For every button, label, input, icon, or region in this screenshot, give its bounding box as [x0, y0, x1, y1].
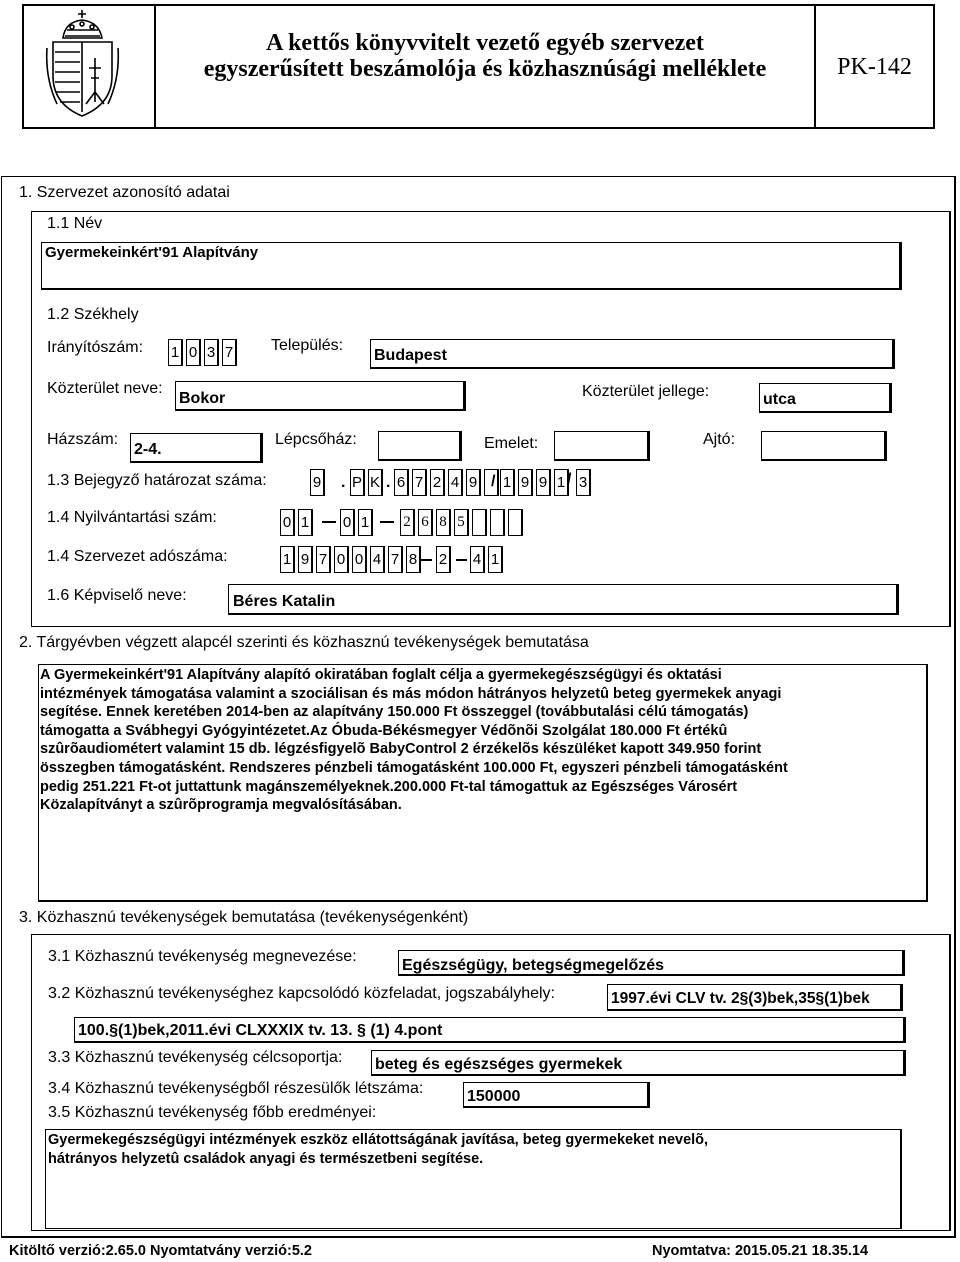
- street-type-value: utca: [763, 391, 796, 408]
- registry-digit[interactable]: 0: [280, 509, 295, 536]
- tax-digit[interactable]: 9: [298, 546, 313, 573]
- tax-digit[interactable]: 4: [470, 546, 485, 573]
- tax-digit[interactable]: 0: [334, 546, 349, 573]
- street-label: Közterület neve:: [47, 380, 163, 397]
- floor-label: Emelet:: [484, 435, 539, 452]
- decision-digit[interactable]: 9: [536, 469, 551, 496]
- coat-of-arms-icon: [45, 8, 120, 120]
- decision-digit[interactable]: 3: [576, 469, 591, 496]
- registry-cells-b[interactable]: [340, 509, 376, 536]
- stair-label: Lépcsőház:: [275, 431, 357, 448]
- task-label: 3.2 Közhasznú tevékenységhez kapcsolódó közfeladat, jogszabályhely:: [48, 985, 555, 1002]
- door-label: Ajtó:: [703, 431, 736, 448]
- decision-digit[interactable]: 4: [448, 469, 463, 496]
- tax-dash: [421, 559, 432, 561]
- door-field[interactable]: [761, 431, 887, 461]
- section2-line: intézmények támogatása valamint a szociálisan és más módon hátrányos helyzetû beteg gyermekek anyagi: [40, 685, 782, 702]
- activity-label: 3.1 Közhasznú tevékenység megnevezése:: [48, 948, 357, 965]
- tax-digit[interactable]: 0: [352, 546, 367, 573]
- postcode-digit[interactable]: 3: [204, 339, 219, 366]
- target-label: 3.3 Közhasznú tevékenység célcsoportja:: [48, 1049, 343, 1066]
- registry-digit[interactable]: 2: [400, 509, 415, 536]
- section1-title: 1. Szervezet azonosító adatai: [19, 184, 230, 201]
- task-value-2: 100.§(1)bek,2011.évi CLXXXIX tv. 13. § (1) 4.pont: [78, 1022, 443, 1039]
- decision-cells-c[interactable]: [394, 469, 502, 496]
- house-value: 2-4.: [134, 441, 162, 458]
- stair-field[interactable]: [378, 431, 462, 461]
- registry-digit[interactable]: 8: [436, 509, 451, 536]
- floor-field[interactable]: [554, 431, 650, 461]
- decision-digit[interactable]: 1: [500, 469, 515, 496]
- street-value: Bokor: [179, 390, 226, 407]
- section2-line: segítése. Ennek keretében 2014-ben az alapítvány 150.000 Ft összeggel (továbbutalási célú támogatás): [40, 704, 749, 721]
- city-field[interactable]: [370, 339, 895, 369]
- decision-digit[interactable]: 6: [394, 469, 409, 496]
- postcode-label: Irányítószám:: [47, 339, 144, 356]
- postcode-digit[interactable]: 1: [168, 339, 183, 366]
- decision-dot: .: [341, 474, 346, 491]
- section2-line: Közalapítványt a szûrõprogramja megvalósításában.: [40, 797, 402, 814]
- decision-slash: /: [567, 471, 572, 488]
- postcode-cells[interactable]: [168, 339, 240, 366]
- registry-dash: [322, 521, 336, 523]
- tax-label: 1.4 Szervezet adószáma:: [47, 548, 228, 565]
- section2-line: összegben támogatásként. Rendszeres pénzbeli támogatásként 100.000 Ft, egyszeri pénzbeli támogatásként: [40, 760, 788, 776]
- section2-title: 2. Tárgyévben végzett alapcél szerinti és közhasznú tevékenységek bemutatása: [19, 634, 589, 651]
- registry-digit[interactable]: 1: [358, 509, 373, 536]
- decision-digit[interactable]: P: [350, 469, 365, 496]
- registry-digit[interactable]: 1: [298, 509, 313, 536]
- form-title-line2: egyszerűsített beszámolója és közhasznúsági melléklete: [203, 56, 767, 82]
- decision-digit[interactable]: 1: [554, 469, 569, 496]
- decision-digit[interactable]: 9: [310, 469, 325, 496]
- activity-value: Egészségügy, betegségmegelőzés: [402, 957, 665, 974]
- section3-title: 3. Közhasznú tevékenységek bemutatása (tevékenységenként): [19, 909, 469, 926]
- decision-digit[interactable]: 9: [518, 469, 533, 496]
- tax-digit[interactable]: 7: [388, 546, 403, 573]
- house-label: Házszám:: [47, 431, 119, 448]
- footer-right: Nyomtatva: 2015.05.21 18.35.14: [652, 1243, 869, 1259]
- tax-digit[interactable]: 1: [280, 546, 295, 573]
- results-line: Gyermekegészségügyi intézmények eszköz ellátottságának javítása, beteg gyermekeket nevelõ,: [48, 1132, 709, 1148]
- decision-label: 1.3 Bejegyző határozat száma:: [47, 472, 267, 489]
- postcode-digit[interactable]: 7: [222, 339, 237, 366]
- section2-line: pedig 251.221 Ft-ot juttattunk magánszemélyeknek.200.000 Ft-tal támogattuk az Egészséges Városért: [40, 778, 738, 795]
- decision-cells-d[interactable]: [500, 469, 572, 496]
- registry-dash: [380, 521, 394, 523]
- decision-digit[interactable]: 9: [466, 469, 481, 496]
- section2-line: támogatta a Svábhegyi Gyógyintézetet.Az Óbuda-Békésmegyer Védõnõi Szolgálat 180.000 Ft értékû: [40, 722, 728, 739]
- tax-digit[interactable]: 8: [406, 546, 421, 573]
- registry-digit[interactable]: 0: [340, 509, 355, 536]
- registry-digit[interactable]: 5: [454, 509, 469, 536]
- tax-dash: [456, 559, 467, 561]
- postcode-digit[interactable]: 0: [186, 339, 201, 366]
- registry-digit[interactable]: [490, 509, 505, 536]
- city-value: Budapest: [374, 347, 447, 364]
- decision-digit[interactable]: K: [368, 469, 383, 496]
- registry-digit[interactable]: 6: [418, 509, 433, 536]
- decision-cells-e[interactable]: [576, 469, 594, 496]
- target-value: beteg és egészséges gyermekek: [375, 1056, 623, 1073]
- seat-label: 1.2 Székhely: [47, 306, 139, 323]
- tax-digit[interactable]: 4: [370, 546, 385, 573]
- section2-line: A Gyermekeinkért'91 Alapítvány alapító okiratában foglalt célja a gyermekegészségügyi és oktatási: [40, 667, 722, 683]
- count-value: 150000: [467, 1088, 521, 1105]
- registry-digit[interactable]: [508, 509, 523, 536]
- tax-digit[interactable]: 2: [436, 546, 451, 573]
- name-value: Gyermekeinkért'91 Alapítvány: [45, 244, 259, 261]
- task-value-1: 1997.évi CLV tv. 2§(3)bek,35§(1)bek: [611, 990, 870, 1007]
- count-label: 3.4 Közhasznú tevékenységből részesülők létszáma:: [48, 1080, 424, 1097]
- decision-digit[interactable]: 7: [412, 469, 427, 496]
- footer-left: Kitöltő verzió:2.65.0 Nyomtatvány verzió:5.2: [9, 1243, 312, 1259]
- tax-cells-b[interactable]: [436, 546, 454, 573]
- name-label: 1.1 Név: [47, 215, 103, 232]
- decision-cells-a[interactable]: [310, 469, 328, 496]
- results-line: hátrányos helyzetû családok anyagi és természetbeni segítése.: [48, 1151, 484, 1167]
- registry-digit[interactable]: [472, 509, 487, 536]
- form-title-line1: A kettős könyvvitelt vezető egyéb szervezet: [266, 30, 704, 56]
- tax-cells-c[interactable]: [470, 546, 506, 573]
- tax-digit[interactable]: 1: [488, 546, 503, 573]
- section2-line: szûrõaudiométert valamint 15 db. légzésfigyelõ BabyControl 2 érzékelõs készüléket kapott 349.950 forint: [40, 741, 762, 758]
- decision-cells-b[interactable]: [350, 469, 386, 496]
- tax-digit[interactable]: 7: [316, 546, 331, 573]
- street-type-label: Közterület jellege:: [582, 383, 710, 400]
- decision-slash: /: [491, 473, 496, 490]
- decision-digit[interactable]: 2: [430, 469, 445, 496]
- tax-cells-a[interactable]: [280, 546, 424, 573]
- registry-cells-a[interactable]: [280, 509, 316, 536]
- rep-value: Béres Katalin: [233, 593, 336, 610]
- results-label: 3.5 Közhasznú tevékenység főbb eredményei:: [48, 1104, 377, 1121]
- rep-label: 1.6 Képviselő neve:: [47, 587, 187, 604]
- form-code: PK-142: [837, 54, 912, 80]
- decision-dot: .: [386, 474, 391, 491]
- city-label: Település:: [271, 337, 344, 354]
- registry-cells-c[interactable]: [400, 509, 526, 536]
- registry-label: 1.4 Nyilvántartási szám:: [47, 509, 217, 526]
